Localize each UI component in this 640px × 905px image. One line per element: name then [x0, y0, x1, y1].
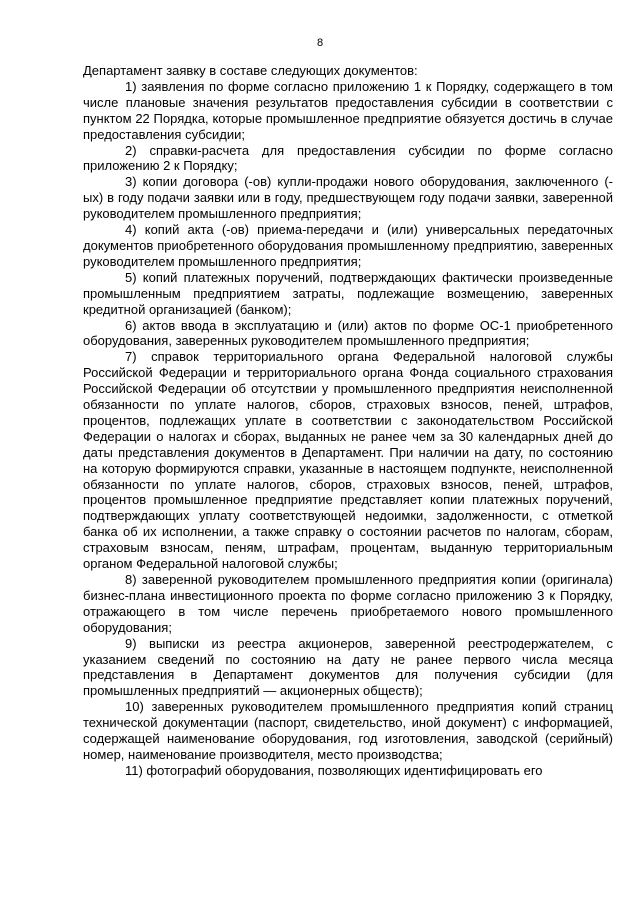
list-item-10: 10) заверенных руководителем промышленного предприятия копий страниц технической документации (паспорт, свидетельство, иной документ) с информацией, содержащей наименование оборудования, год изготовления, заводской (серийный) номер, наименование производителя, место производства;: [83, 699, 613, 762]
document-body: [83, 63, 613, 779]
list-item-9: 9) выписки из реестра акционеров, заверенной реестродержателем, с указанием сведений по состоянию на дату не ранее первого числа месяца представления в Департамент документов для получения субсидии (для промышленных предприятий — акционерных обществ);: [83, 635, 613, 699]
list-item-11: 11) фотографий оборудования, позволяющих идентифицировать его: [125, 762, 543, 778]
list-item-8: 8) заверенной руководителем промышленного предприятия копии (оригинала) бизнес-плана инвестиционного проекта по форме согласно приложению 3 к Порядку, отражающего в том числе перечень приобретаемого нового промышленного оборудования;: [83, 572, 613, 635]
list-item-2: 2) справки-расчета для предоставления субсидии по форме согласно приложению 2 к Порядку;: [83, 142, 613, 174]
intro-paragraph: Департамент заявку в составе следующих документов:: [83, 63, 418, 78]
list-item-3: 3) копии договора (-ов) купли-продажи нового оборудования, заключенного (-ых) в году подачи заявки или в году, предшествующем году подачи заявки, заверенной руководителем промышленного предприятия;: [83, 174, 613, 222]
list-item-6: 6) актов ввода в эксплуатацию и (или) актов по форме ОС-1 приобретенного оборудования, заверенных руководителем промышленного предприятия;: [83, 317, 613, 349]
list-item-7: 7) справок территориального органа Федеральной налоговой службы Российской Федерации и территориального органа Фонда социального страхования Российской Федерации об отсутствии у промышленного предприятия неисполненной обязанности по уплате налогов, сборов, страховых взносов, пеней, штрафов, процентов, подлежащих уплате в соответствии с законодательством Российской Федерации о налогах и сборах, выданных не ранее чем за 30 календарных дней до даты представления документов в Департамент. При наличии на дату, по состоянию на которую формируются справки, указанные в настоящем подпункте, неисполненной обязанности по уплате налогов, сборов, страховых взносов, пеней, штрафов, процентов промышленное предприятие представляет копии платежных поручений, подтверждающих уплату соответствующей недоимки, задолженности, с отметкой банка об их исполнении, а также справку о состоянии расчетов по налогам, сборам, страховым взносам, пеням, штрафам, процентам, выданную территориальным органом Федеральной налоговой службы;: [83, 349, 613, 572]
list-item-1: 1) заявления по форме согласно приложению 1 к Порядку, содержащего в том числе плановые значения результатов предоставления субсидии в соответствии с пунктом 22 Порядка, которые промышленное предприятие обязуется достичь в случае предоставления субсидии;: [83, 78, 613, 142]
list-item-5: 5) копий платежных поручений, подтверждающих фактически произведенные промышленным предприятием затраты, подлежащие возмещению, заверенных кредитной организацией (банком);: [83, 269, 613, 317]
page-number: 8: [316, 37, 324, 49]
list-item-4: 4) копий акта (-ов) приема-передачи и (или) универсальных передаточных документов приобретенного оборудования промышленному предприятию, заверенных руководителем промышленного предприятия;: [83, 222, 613, 269]
